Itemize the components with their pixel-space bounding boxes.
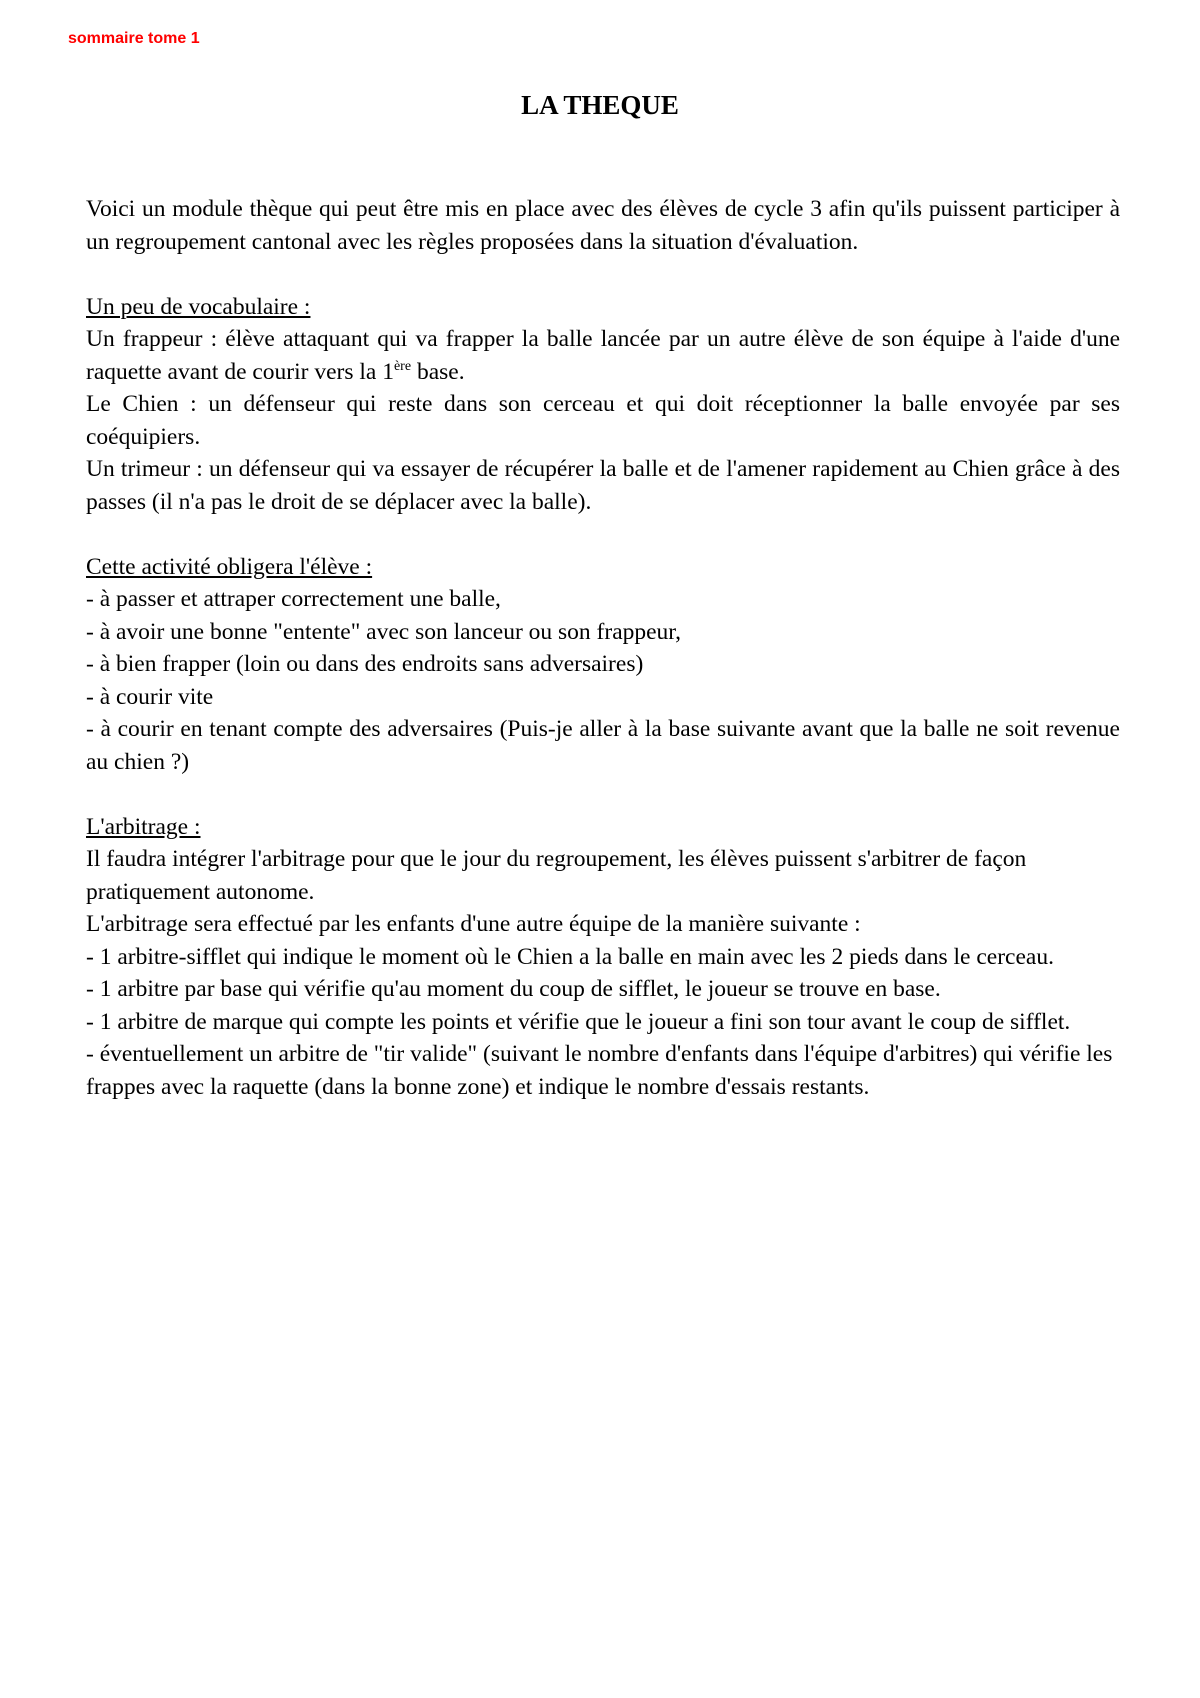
list-item: - à bien frapper (loin ou dans des endroits sans adversaires) bbox=[86, 651, 644, 677]
arbitrage-intro: Il faudra intégrer l'arbitrage pour que le jour du regroupement, les élèves puissent s'arbitrer de façon pratiquement autonome. bbox=[86, 846, 1027, 905]
frappeur-text-end: base. bbox=[411, 358, 465, 385]
vocabulary-heading: Un peu de vocabulaire : bbox=[86, 293, 311, 320]
frappeur-text: Un frappeur : élève attaquant qui va frapper la balle lancée par un autre élève de son équipe à l'aide d'une raquette avant de courir vers la 1 bbox=[86, 326, 1120, 385]
summary-link[interactable]: sommaire tome 1 bbox=[68, 30, 200, 47]
spacer bbox=[86, 518, 1120, 551]
spacer bbox=[86, 778, 1120, 811]
intro-paragraph: Voici un module thèque qui peut être mis en place avec des élèves de cycle 3 afin qu'ils puissent participer à un regroupement cantonal avec les règles proposées dans la situation d'évaluation. bbox=[86, 196, 1120, 255]
document-body bbox=[86, 193, 1120, 1103]
list-item: - à avoir une bonne "entente" avec son lanceur ou son frappeur, bbox=[86, 618, 682, 645]
arbitrage-heading: L'arbitrage : bbox=[86, 813, 201, 840]
activity-heading: Cette activité obligera l'élève : bbox=[86, 553, 373, 580]
list-item: - 1 arbitre par base qui vérifie qu'au moment du coup de sifflet, le joueur se trouve en base. bbox=[86, 976, 941, 1002]
list-item: - 1 arbitre de marque qui compte les points et vérifie que le joueur a fini son tour avant le coup de sifflet. bbox=[86, 1008, 1071, 1035]
page-title: LA THEQUE bbox=[521, 90, 679, 120]
vocabulary-frappeur bbox=[86, 323, 1120, 388]
list-item: - 1 arbitre-sifflet qui indique le moment où le Chien a la balle en main avec les 2 pieds dans le cerceau. bbox=[86, 943, 1054, 970]
list-item: - éventuellement un arbitre de "tir valide" (suivant le nombre d'enfants dans l'équipe d'arbitres) qui vérifie les frappes avec la raquette (dans la bonne zone) et indique le nombre d'essais restants. bbox=[86, 1041, 1113, 1100]
vocabulary-trimeur: Un trimeur : un défenseur qui va essayer de récupérer la balle et de l'amener rapidement au Chien grâce à des passes (il n'a pas le droit de se déplacer avec la balle). bbox=[86, 456, 1120, 515]
list-item: - à courir vite bbox=[86, 683, 214, 710]
spacer bbox=[86, 258, 1120, 291]
list-item: - à courir en tenant compte des adversaires (Puis-je aller à la base suivante avant que la balle ne soit revenue au chien ?) bbox=[86, 716, 1120, 775]
vocabulary-chien: Le Chien : un défenseur qui reste dans son cerceau et qui doit réceptionner la balle envoyée par ses coéquipiers. bbox=[86, 391, 1120, 450]
arbitrage-method: L'arbitrage sera effectué par les enfants d'une autre équipe de la manière suivante : bbox=[86, 911, 861, 937]
ordinal-superscript: ère bbox=[393, 358, 412, 374]
list-item: - à passer et attraper correctement une balle, bbox=[86, 586, 501, 612]
